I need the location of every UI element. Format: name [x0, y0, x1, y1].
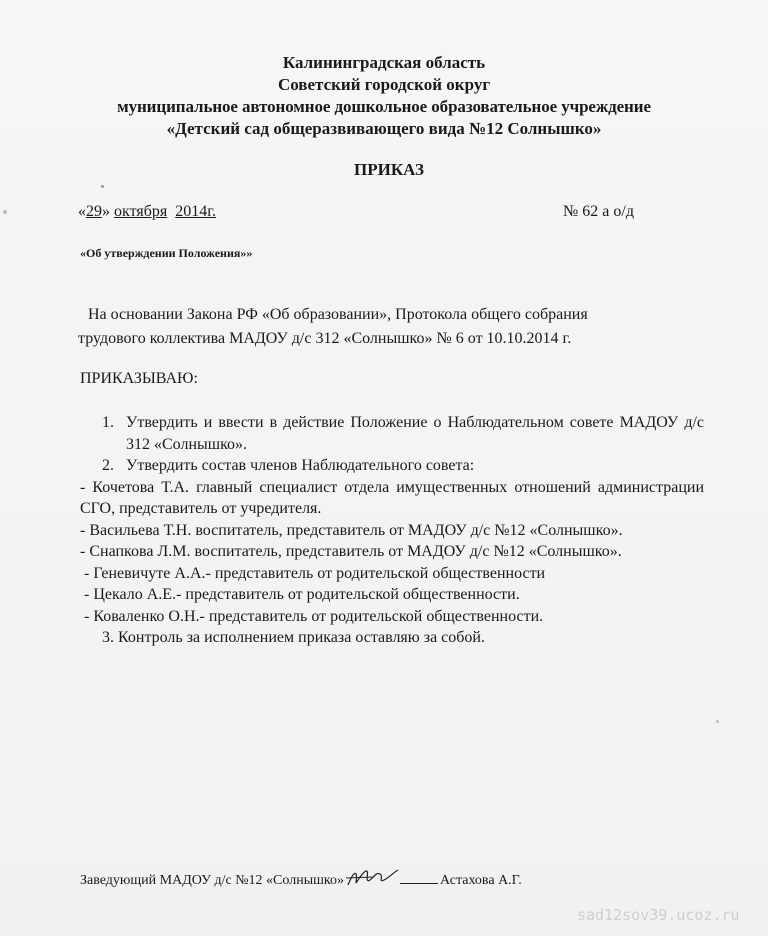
item-text: Утвердить и ввести в действие Положение о Наблюдательном совете МАДОУ д/с 312 «Солнышко». [126, 414, 704, 453]
order-directive: ПРИКАЗЫВАЮ: [80, 370, 198, 387]
order-subject: «Об утверждении Положения»» [80, 246, 253, 260]
council-member: - Васильева Т.Н. воспитатель, представитель от МАДОУ д/с №12 «Солнышко». [80, 521, 623, 539]
council-member: - Снапкова Л.М. воспитатель, представитель от МАДОУ д/с №12 «Солнышко». [80, 543, 622, 560]
handwritten-signature [344, 868, 400, 888]
signature-line [80, 868, 522, 889]
order-item-3: 3. Контроль за исполнением приказа оставляю за собой. [102, 629, 485, 646]
council-member: - Коваленко О.Н.- представитель от родительской общественности. [84, 607, 544, 625]
order-items [80, 412, 704, 649]
item-number: 1. [102, 414, 114, 431]
basis-line-1: На основании Закона РФ «Об образовании», Протокола общего собрания [88, 306, 588, 323]
date-close-quote: » [102, 203, 110, 220]
order-date [78, 203, 216, 221]
header-institution-type: муниципальное автономное дошкольное образовательное учреждение [117, 97, 651, 116]
site-watermark: sad12sov39.ucoz.ru [577, 906, 740, 924]
item-number: 2. [102, 457, 114, 474]
scan-speck [101, 185, 104, 188]
order-number: № 62 а о/д [563, 203, 634, 220]
organization-header [0, 52, 768, 140]
scan-speck [716, 720, 719, 723]
council-member: - Цекало А.Е.- представитель от родительской общественности. [84, 586, 520, 603]
signatory-name: Астахова А.Г. [439, 873, 522, 888]
item-text: Утвердить состав членов Наблюдательного совета: [126, 457, 475, 474]
order-item-2 [102, 455, 704, 477]
signature-underline [400, 883, 438, 884]
council-member: - Геневичуте А.А.- представитель от родительской общественности [84, 564, 546, 582]
order-item-1 [102, 412, 704, 455]
header-region: Калининградская область [282, 53, 486, 72]
date-open-quote: « [78, 203, 86, 220]
order-basis [78, 303, 698, 351]
date-month: октября [114, 203, 168, 220]
date-day: 29 [86, 203, 102, 220]
header-district: Советский городской округ [277, 75, 491, 94]
document-title: ПРИКАЗ [354, 160, 424, 179]
header-institution-name: «Детский сад общеразвивающего вида №12 Солнышко» [166, 119, 602, 138]
council-member: - Кочетова Т.А. главный специалист отдела имущественных отношений администрации СГО, представитель от учредителя. [80, 478, 704, 517]
scan-speck [3, 210, 7, 214]
date-year: 2014г. [175, 203, 216, 220]
signatory-position: Заведующий МАДОУ д/с №12 «Солнышко» [80, 873, 344, 888]
basis-line-2: трудового коллектива МАДОУ д/с 312 «Солнышко» № 6 от 10.10.2014 г. [78, 330, 572, 347]
